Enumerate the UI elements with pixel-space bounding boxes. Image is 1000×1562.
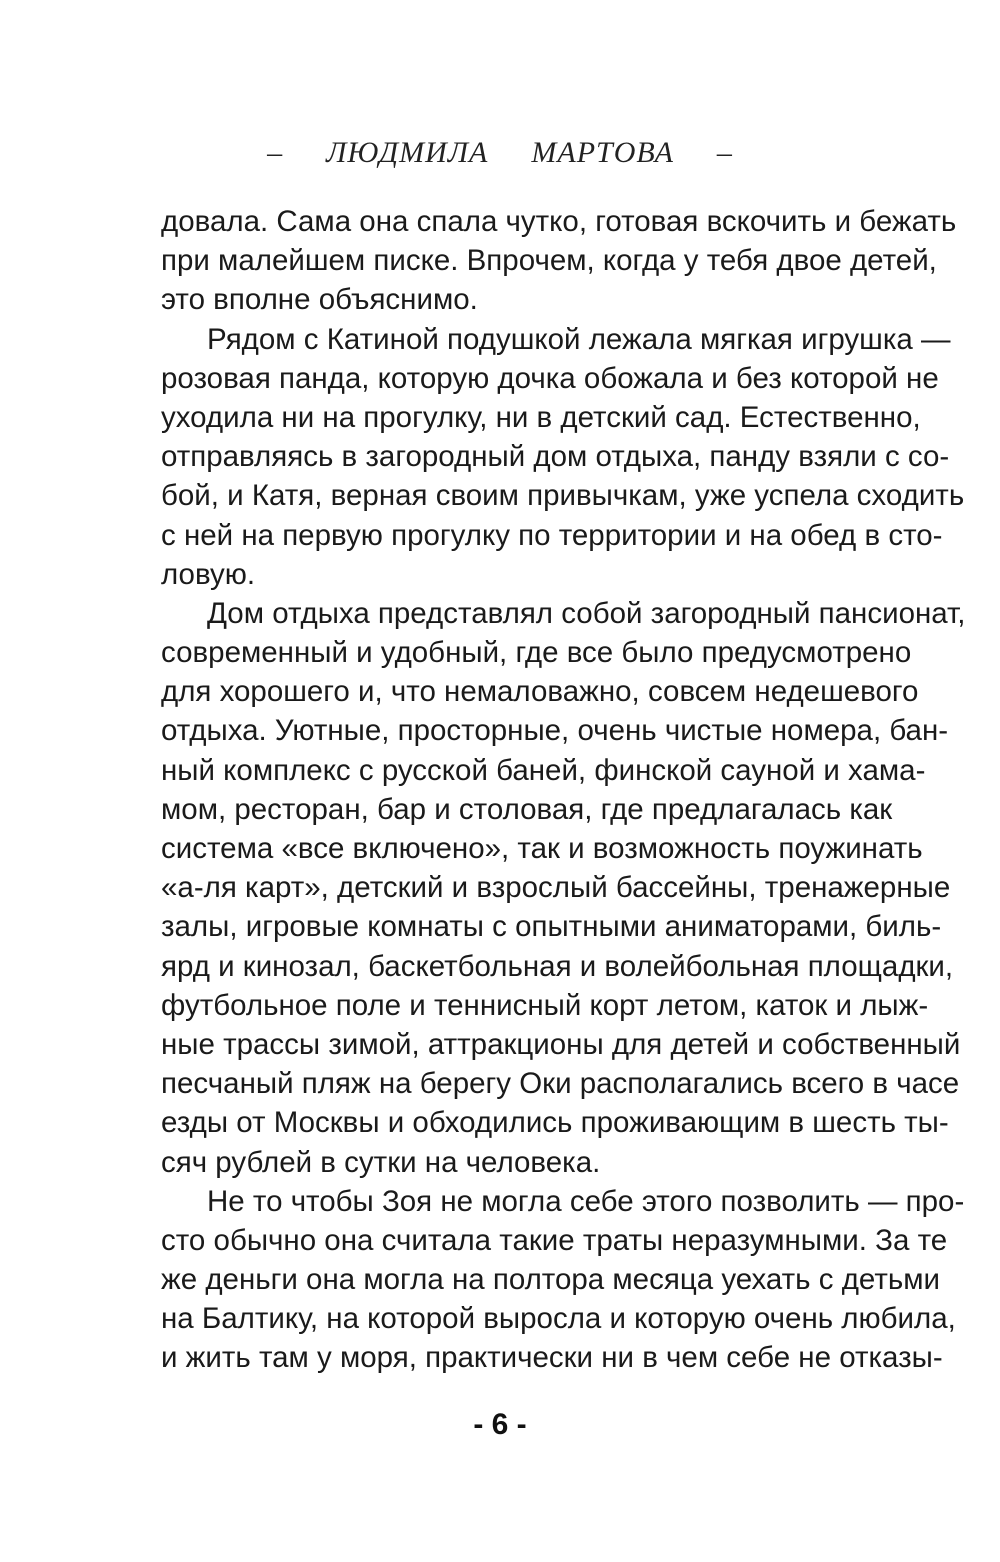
text-line: для хорошего и, что немаловажно, совсем недешевого [161,675,919,709]
text-line: Рядом с Катиной подушкой лежала мягкая игрушка — [207,322,951,356]
text-line: отдыха. Уютные, просторные, очень чистые номера, бан- [161,714,949,748]
text-line: с ней на первую прогулку по территории и на обед в сто- [161,518,943,552]
text-line: довала. Сама она спала чутко, готовая вскочить и бежать [161,205,957,238]
text-line: ный комплекс с русской баней, финской сауной и хама- [161,753,926,787]
text-line: песчаный пляж на берегу Оки располагались всего в часе [161,1067,960,1101]
text-line: мом, ресторан, бар и столовая, где предлагалась как [161,792,893,826]
paragraph-2 [161,320,965,594]
text-line: сто обычно она считала такие траты неразумными. За те [161,1223,948,1257]
page-number: - 6 - [473,1408,527,1441]
paragraph-4 [161,1182,965,1378]
text-line: бой, и Катя, верная своим привычкам, уже успела сходить [161,479,965,513]
text-line: ярд и кинозал, баскетбольная и волейбольная площадки, [161,949,954,983]
running-header [0,136,1000,170]
text-line: ные трассы зимой, аттракционы для детей и собственный [161,1027,961,1061]
text-line: футбольное поле и теннисный корт летом, каток и лыж- [161,988,929,1022]
text-line: система «все включено», так и возможность поужинать [161,832,923,865]
text-line: и жить там у моря, практически ни в чем себе не отказы- [161,1341,943,1375]
text-line: при малейшем писке. Впрочем, когда у тебя двое детей, [161,244,937,278]
text-line: Не то чтобы Зоя не могла себе этого позволить — про- [207,1184,965,1218]
text-line: ловую. [161,557,256,591]
text-line: розовая панда, которую дочка обожала и без которой не [161,361,939,395]
text-line: сяч рублей в сутки на человека. [161,1145,601,1179]
text-line: же деньги она могла на полтора месяца уехать с детьми [161,1263,940,1297]
author-first-name: ЛЮДМИЛА [326,136,489,169]
text-line: современный и удобный, где все было предусмотрено [161,636,912,670]
text-line: отправляясь в загородный дом отдыха, панду взяли с со- [161,440,950,474]
text-line: на Балтику, на которой выросла и которую очень любила, [161,1302,956,1336]
body-text [161,202,966,1378]
header-dash-right: – [716,136,733,169]
paragraph-1 [161,202,957,320]
text-line: «а-ля карт», детский и взрослый бассейны, тренажерные [161,871,951,905]
text-line: Дом отдыха представлял собой загородный пансионат, [207,596,966,630]
text-line: уходила ни на прогулку, ни в детский сад. Естественно, [161,400,921,434]
text-line: езды от Москвы и обходились проживающим в шесть ты- [161,1106,949,1140]
author-last-name: МАРТОВА [531,136,674,169]
text-line: залы, игровые комнаты с опытными аниматорами, биль- [161,910,942,944]
header-dash-left: – [267,136,284,169]
text-line: это вполне объяснимо. [161,283,478,317]
paragraph-3 [161,594,966,1182]
